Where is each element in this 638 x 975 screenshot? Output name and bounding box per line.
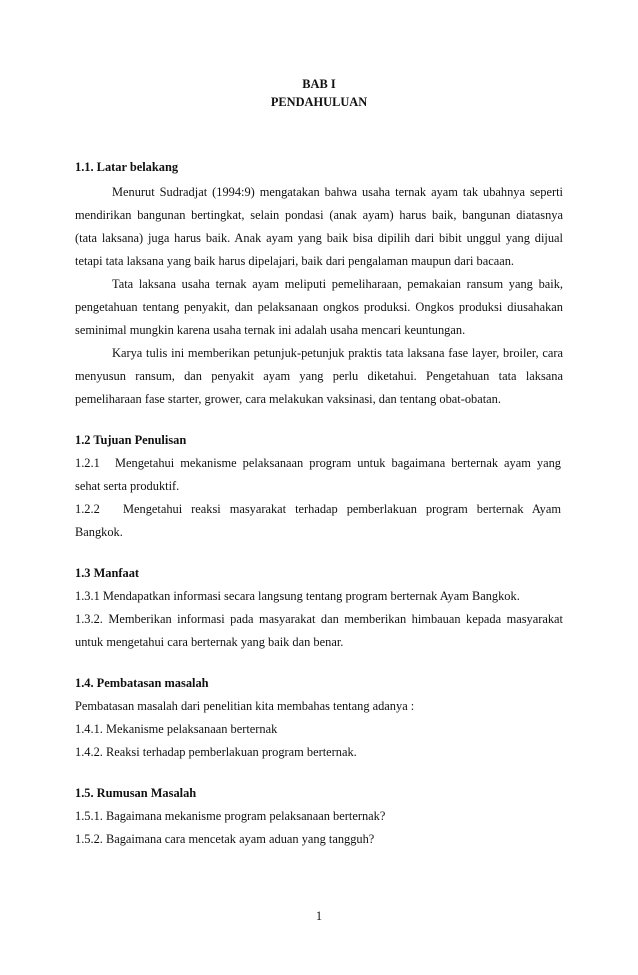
- page-number: 1: [315, 909, 323, 923]
- list-item-continuation: sehat serta produktif.: [75, 479, 180, 493]
- item-number: 1.2.2: [75, 502, 100, 516]
- list-item: 1.5.2. Bagaimana cara mencetak ayam aduan yang tangguh?: [75, 832, 375, 846]
- paragraph-line: Pembatasan masalah dari penelitian kita membahas tentang adanya :: [75, 699, 415, 713]
- section-heading-1-3: 1.3 Manfaat: [75, 566, 140, 580]
- list-item: 1.4.2. Reaksi terhadap pemberlakuan program berternak.: [75, 745, 357, 759]
- item-text: Mengetahui reaksi masyarakat terhadap pemberlakuan program berternak Ayam: [123, 502, 561, 516]
- item-text: Mengetahui mekanisme pelaksanaan program untuk bagaimana berternak ayam yang: [115, 456, 561, 470]
- list-item: [75, 501, 563, 517]
- item-number: 1.2.1: [75, 456, 100, 470]
- paragraph-line: menyusun ransum, dan penyakit ayam yang perlu diketahui. Pengetahuan tata laksana: [75, 369, 563, 383]
- paragraph-line: Karya tulis ini memberikan petunjuk-petunjuk praktis tata laksana fase layer, broiler, cara: [112, 346, 563, 360]
- paragraph-line: pengetahuan tentang penyakit, dan pelaksanaan ongkos produksi. Ongkos produksi diusahakan: [75, 300, 563, 314]
- section-heading-1-1: 1.1. Latar belakang: [75, 160, 179, 174]
- paragraph-line: Tata laksana usaha ternak ayam meliputi pemeliharaan, pemakaian ransum yang baik,: [112, 277, 563, 291]
- chapter-label: BAB I: [302, 77, 336, 91]
- chapter-title: PENDAHULUAN: [270, 95, 368, 109]
- paragraph-line: (tata laksana) juga harus baik. Anak ayam yang baik bisa dipilih dari bibit unggul yang dijual: [75, 231, 563, 245]
- paragraph-line: Menurut Sudradjat (1994:9) mengatakan bahwa usaha ternak ayam tak ubahnya seperti: [112, 185, 563, 199]
- list-item: 1.3.2. Memberikan informasi pada masyarakat dan memberikan himbauan kepada masyarakat: [75, 612, 563, 626]
- list-item: 1.4.1. Mekanisme pelaksanaan berternak: [75, 722, 278, 736]
- list-item-continuation: untuk mengetahui cara berternak yang baik dan benar.: [75, 635, 344, 649]
- paragraph-line: seminimal mungkin karena usaha ternak ini adalah usaha mencari keuntungan.: [75, 323, 466, 337]
- paragraph-line: mendirikan bangunan bertingkat, selain pondasi (anak ayam) harus baik, bangunan diatasnya: [75, 208, 563, 222]
- section-heading-1-4: 1.4. Pembatasan masalah: [75, 676, 209, 690]
- paragraph-line: pemeliharaan fase starter, grower, cara melakukan vaksinasi, dan tentang obat-obatan.: [75, 392, 501, 406]
- list-item: [75, 455, 563, 471]
- list-item-continuation: Bangkok.: [75, 525, 123, 539]
- list-item: 1.5.1. Bagaimana mekanisme program pelaksanaan berternak?: [75, 809, 386, 823]
- list-item: 1.3.1 Mendapatkan informasi secara langsung tentang program berternak Ayam Bangkok.: [75, 589, 520, 603]
- section-heading-1-2: 1.2 Tujuan Penulisan: [75, 433, 187, 447]
- section-heading-1-5: 1.5. Rumusan Masalah: [75, 786, 197, 800]
- paragraph-line: tetapi tata laksana yang baik harus dipelajari, baik dari pengalaman maupun dari bacaan.: [75, 254, 514, 268]
